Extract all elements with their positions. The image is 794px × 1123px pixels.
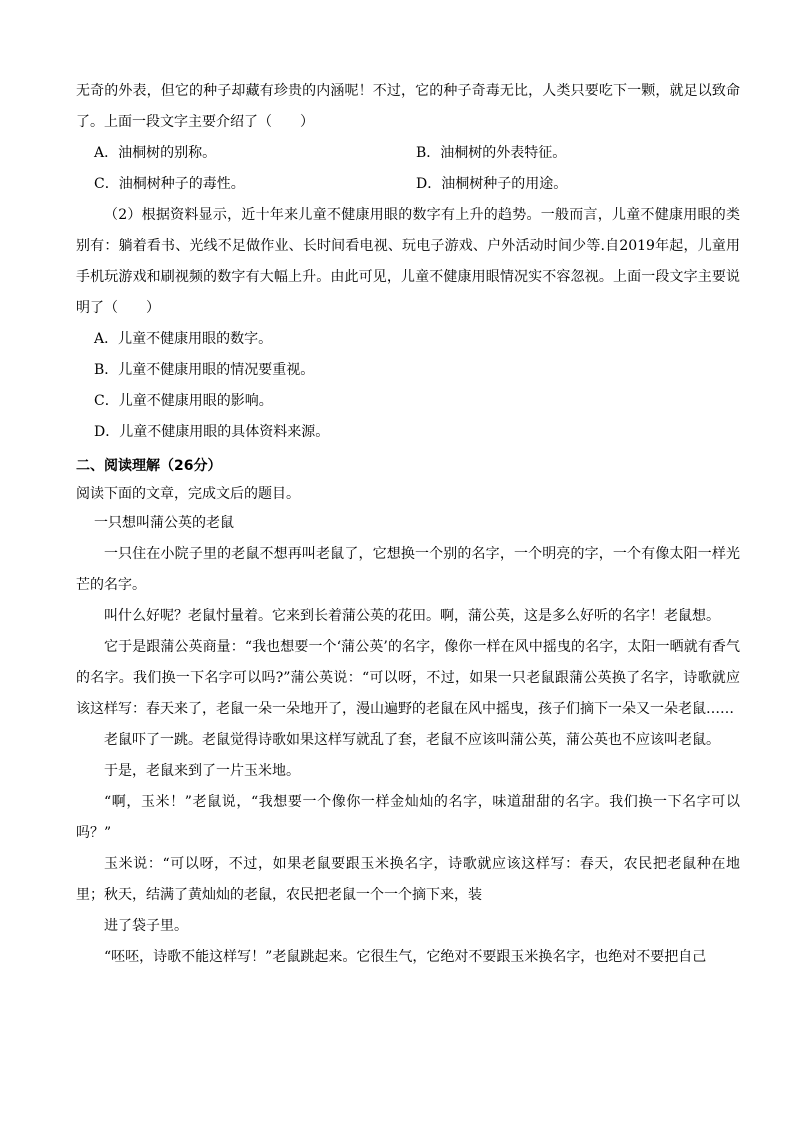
story-paragraph: 玉米说：“可以呀，不过，如果老鼠要跟玉米换名字，诗歌就应该这样写：春天，农民把老鼠种在地里；秋天，结满了黄灿灿的老鼠，农民把老鼠一个一个摘下来，装 bbox=[76, 856, 740, 903]
story-paragraph: 一只住在小院子里的老鼠不想再叫老鼠了，它想换一个别的名字，一个明亮的字，一个有像太阳一样光芒的名字。 bbox=[76, 546, 740, 593]
q1-options-row-1 bbox=[76, 138, 740, 169]
q2-option-d[interactable]: D．儿童不健康用眼的具体资料来源。 bbox=[94, 424, 330, 440]
section-title: 二、阅读理解（26分） bbox=[76, 458, 222, 474]
page-content bbox=[76, 76, 740, 973]
story-paragraph: 进了袋子里。 bbox=[104, 918, 188, 934]
story-paragraph: 老鼠吓了一跳。老鼠觉得诗歌如果这样写就乱了套，老鼠不应该叫蒲公英，蒲公英也不应该叫老鼠。 bbox=[104, 732, 720, 748]
story-paragraph: “啊，玉米！”老鼠说，“我想要一个像你一样金灿灿的名字，味道甜甜的名字。我们换一下名字可以吗？” bbox=[76, 794, 740, 841]
story-paragraph: “呸呸，诗歌不能这样写！”老鼠跳起来。它很生气，它绝对不要跟玉米换名字，也绝对不要把自己 bbox=[104, 949, 707, 965]
story-paragraph: 于是，老鼠来到了一片玉米地。 bbox=[104, 763, 300, 779]
q2-option-c[interactable]: C．儿童不健康用眼的影响。 bbox=[94, 393, 273, 409]
q1-option-c[interactable]: C．油桐树种子的毒性。 bbox=[94, 176, 245, 192]
story-paragraph: 叫什么好呢？老鼠忖量着。它来到长着蒲公英的花田。啊，蒲公英，这是多么好听的名字！老鼠想。 bbox=[104, 608, 720, 624]
q1-option-b[interactable]: B．油桐树的外表特征。 bbox=[416, 145, 567, 161]
q1-options-row-2 bbox=[76, 169, 740, 200]
story-paragraph: 它于是跟蒲公英商量：“我也想要一个‘蒲公英’的名字，像你一样在风中摇曳的名字，太阳一晒就有香气的名字。我们换一下名字可以吗?”蒲公英说：“可以呀，不过，如果一只老鼠跟蒲公英换了名字，诗歌就应该这样写：春天来了，老鼠一朵一朵地开了，漫山遍野的老鼠在风中摇曳，孩子们摘下一朵又一朵老鼠…… bbox=[76, 639, 740, 717]
reading-instruction: 阅读下面的文章，完成文后的题目。 bbox=[76, 486, 300, 502]
story-title: 一只想叫蒲公英的老鼠 bbox=[94, 515, 234, 531]
q1-stem: 无奇的外表，但它的种子却藏有珍贵的内涵呢！不过，它的种子奇毒无比，人类只要吃下一颗，就足以致命了。上面一段文字主要介绍了（ ） bbox=[76, 83, 740, 130]
q2-stem: （2）根据资料显示，近十年来儿童不健康用眼的数字有上升的趋势。一般而言，儿童不健康用眼的类别有：躺着看书、光线不足做作业、长时间看电视、玩电子游戏、户外活动时间少等.自2019年起，儿童用手机玩游戏和刷视频的数字有大幅上升。由此可见，儿童不健康用眼情况实不容忽视。上面一段文字主要说明了（ ） bbox=[76, 207, 740, 316]
q2-option-a[interactable]: A．儿童不健康用眼的数字。 bbox=[94, 331, 273, 347]
q1-option-a[interactable]: A．油桐树的别称。 bbox=[94, 145, 217, 161]
q1-option-d[interactable]: D．油桐树种子的用途。 bbox=[416, 176, 568, 192]
q2-option-b[interactable]: B．儿童不健康用眼的情况要重视。 bbox=[94, 362, 315, 378]
